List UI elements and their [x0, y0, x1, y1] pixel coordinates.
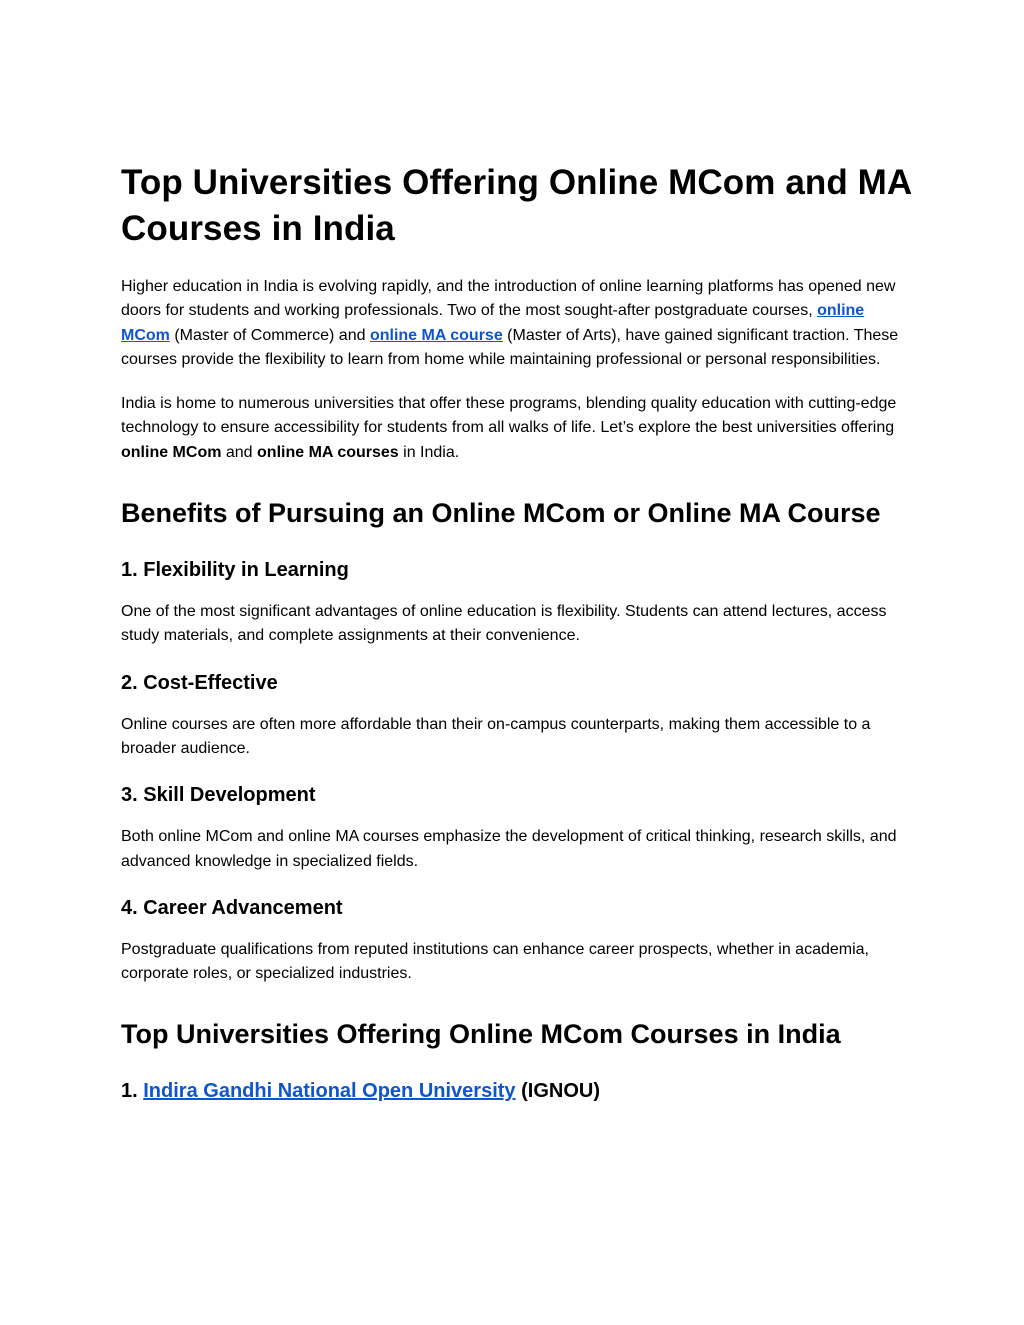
benefit-text-career: Postgraduate qualifications from reputed institutions can enhance career prospects, whether in academia, corporate roles, or specialized industries.: [121, 940, 869, 983]
benefit-text-flexibility: One of the most significant advantages of online education is flexibility. Students can attend lectures, access study materials, and complete assignments at their convenience.: [121, 603, 887, 645]
benefits-heading: Benefits of Pursuing an Online MCom or Online MA Course: [121, 498, 881, 529]
bold-online-mcom: online MCom: [121, 443, 222, 461]
intro-paragraph-1: [121, 275, 911, 372]
document-page: [121, 160, 911, 1121]
online-ma-course-link[interactable]: online MA course: [369, 326, 503, 344]
page-title: Top Universities Offering Online MCom and MA Courses in India: [121, 163, 912, 248]
mcom-universities-heading: Top Universities Offering Online MCom Courses in India: [121, 1019, 841, 1050]
intro-paragraph-2: [121, 392, 911, 465]
benefit-title-career: 4. Career Advancement: [121, 896, 343, 919]
intro-text: India is home to numerous universities that offer these programs, blending quality education with cutting-edge technology to ensure accessibility for students from all walks of life. Let’s explore the best universities offering: [121, 395, 897, 437]
benefit-title-flexibility: 1. Flexibility in Learning: [121, 559, 349, 582]
benefit-title-cost: 2. Cost-Effective: [121, 671, 278, 694]
intro-text: Higher education in India is evolving rapidly, and the introduction of online learning platforms has opened new doors for students and working professionals. Two of the most sought-after postgraduate courses,: [121, 278, 896, 320]
bold-online-ma-courses: online MA courses: [257, 443, 399, 461]
intro-text: (Master of Arts), have gained significant traction. These courses provide the flexibility to learn from home while maintaining professional or personal responsibilities.: [121, 326, 899, 368]
intro-text: in India.: [398, 443, 460, 461]
intro-text: and: [221, 443, 258, 461]
benefit-text-cost: Online courses are often more affordable than their on-campus counterparts, making them accessible to a broader audience.: [121, 715, 871, 757]
university-item-ignou: [121, 1077, 911, 1105]
benefit-text-skill: Both online MCom and online MA courses emphasize the development of critical thinking, research skills, and advanced knowledge in specialized fields.: [121, 828, 897, 870]
benefit-title-skill: 3. Skill Development: [121, 784, 316, 807]
item-number: 1.: [121, 1080, 144, 1103]
item-suffix: (IGNOU): [515, 1080, 600, 1103]
online-mcom-link[interactable]: online MCom: [121, 302, 865, 344]
intro-text: (Master of Commerce) and: [169, 326, 370, 344]
ignou-link[interactable]: Indira Gandhi National Open University: [143, 1080, 516, 1103]
